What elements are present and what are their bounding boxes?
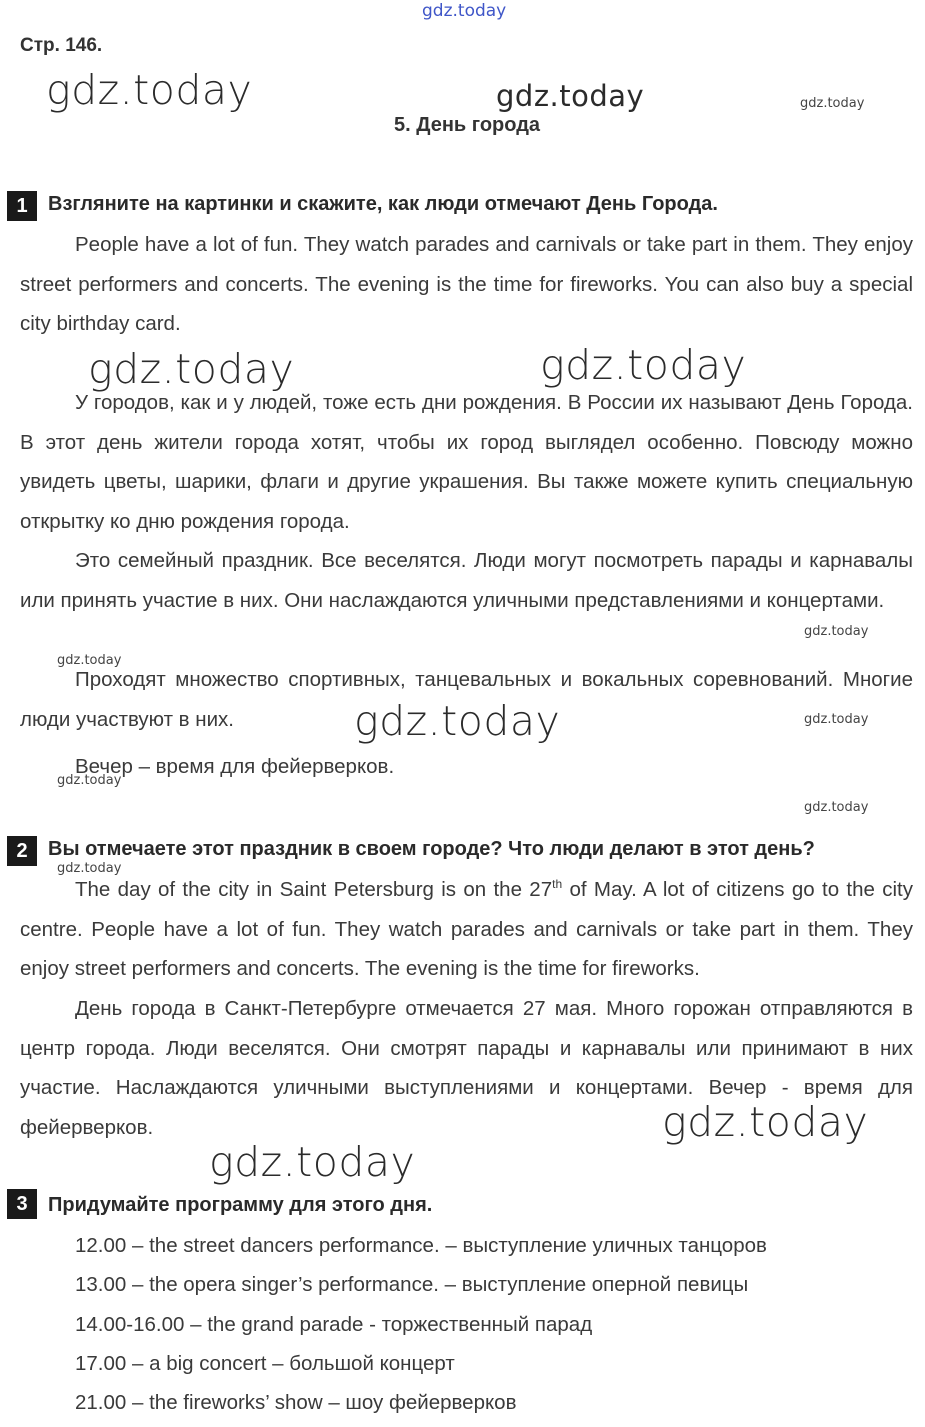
schedule-item: 12.00 – the street dancers performance. – выступление уличных танцоров — [75, 1234, 767, 1257]
watermark: gdz.today — [57, 773, 122, 788]
schedule-item: 13.00 – the opera singer’s performance. – выступление оперной певицы — [75, 1273, 749, 1297]
watermark-top: gdz.today — [422, 1, 507, 21]
watermark: gdz.today — [354, 697, 561, 745]
watermark: gdz.today — [662, 1098, 869, 1146]
task-number-badge: 2 — [7, 836, 37, 866]
watermark: gdz.today — [804, 712, 869, 727]
schedule-list — [75, 1226, 767, 1422]
watermark: gdz.today — [800, 96, 865, 111]
watermark: gdz.today — [209, 1138, 416, 1186]
russian-translation: Это семейный праздник. Все веселятся. Люди могут посмотреть парады и карнавалы или принять участие в них. Они наслаждаются уличными представлениями и концертами. — [20, 549, 913, 612]
task-number-badge: 3 — [7, 1189, 37, 1219]
lesson-title: 5. День города — [393, 114, 541, 136]
russian-translation: У городов, как и у людей, тоже есть дни рождения. В России их называют День Города. В этот день жители города хотят, чтобы их город выглядел особенно. Повсюду можно увидеть цветы, шарики, флаги и другие украшения. Вы также можете купить специальную открытку ко дню рождения города. — [20, 391, 913, 533]
watermark: gdz.today — [496, 79, 645, 113]
russian-translation: День города в Санкт-Петербурге отмечается 27 мая. Много горожан отправляются в центр города. Люди веселятся. Они смотрят парады и карнавалы или принимают в них участие. Наслаждаются уличными выступлениями и концертами. Вечер - время для фейерверков. — [20, 997, 913, 1139]
watermark: gdz.today — [57, 861, 122, 876]
task-instruction: Вы отмечаете этот праздник в своем городе? Что люди делают в этот день? — [48, 838, 815, 860]
watermark: gdz.today — [88, 345, 295, 393]
watermark: gdz.today — [540, 341, 747, 389]
watermark: gdz.today — [804, 800, 869, 815]
watermark: gdz.today — [804, 624, 869, 639]
ordinal-suffix: th — [552, 877, 563, 892]
russian-translation: Проходят множество спортивных, танцевальных и вокальных соревнований. Многие люди участвуют в них. — [20, 668, 913, 731]
english-text: of May. A lot of citizens go to the city centre. People have a lot of fun. They watch parades and carnivals or take part in them. They enjoy street performers and concerts. The evening is the time for fireworks. — [20, 878, 913, 980]
schedule-item: 17.00 – a big concert – большой концерт — [75, 1351, 455, 1375]
russian-translation: Вечер – время для фейерверков. — [75, 755, 395, 778]
task-number-badge: 1 — [7, 191, 37, 221]
schedule-item: 14.00-16.00 – the grand parade - торжественный парад — [75, 1312, 593, 1336]
english-text: The day of the city in Saint Petersburg is on the 27 — [75, 878, 553, 901]
task-instruction: Взгляните на картинки и скажите, как люди отмечают День Города. — [48, 193, 718, 215]
watermark: gdz.today — [46, 66, 253, 114]
task-instruction: Придумайте программу для этого дня. — [48, 1194, 433, 1216]
schedule-item: 21.00 – the fireworks’ show – шоу фейерверков — [75, 1391, 517, 1415]
english-answer — [20, 870, 913, 989]
page-reference: Стр. 146. — [20, 35, 103, 56]
english-answer: People have a lot of fun. They watch parades and carnivals or take part in them. They enjoy street performers and concerts. The evening is the time for fireworks. You can also buy a special city birthday card. — [20, 233, 913, 335]
watermark: gdz.today — [57, 653, 122, 668]
